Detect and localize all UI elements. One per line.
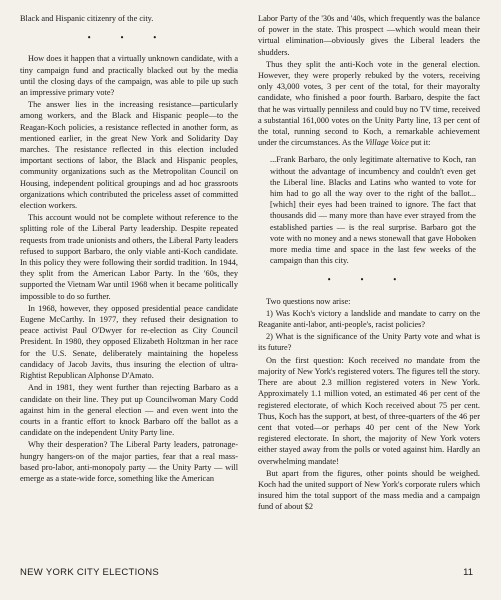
emphasis: no	[403, 355, 412, 365]
paragraph: 1) Was Koch's victory a landslide and mandate to carry on the Reaganite anti-labor, anti-people's, racist policies?	[258, 308, 480, 330]
paragraph: This account would not be complete without reference to the splitting role of the Liberal Party leadership. Despite repeated requests from trade unionists and others, the Liberal Party leaders refused to support Barbaro, the only viable anti-Koch candidate. In this policy they were following their sordid tradition. In 1944, they split from the American Labor Party. In the '60s, they supported the Vietnam War until 1968 when it became politically impossible to do so further.	[20, 213, 238, 301]
paragraph: How does it happen that a virtually unknown candidate, with a tiny campaign fund and practically blacked out by the media until the closing days of the campaign, was able to pile up such an impressive primary vote?	[20, 54, 238, 98]
paragraph	[258, 59, 480, 149]
page-number: 11	[463, 567, 473, 578]
paragraph-text: put it:	[410, 138, 431, 148]
paragraph: And in 1981, they went further than rejecting Barbaro as a candidate on their line. They put up Councilwoman Mary Codd against him in the general election — and even went into the courts in a frantic effort to knock Barbaro off the ballot as a candidate on the independent Unity Party line.	[20, 383, 238, 438]
quote-text: ...Frank Barbaro, the only legitimate alternative to Koch, ran without the advantage of incumbency and couldn't even get the Liberal line. Blacks and Latins who wanted to vote for him had to go all the way over to the right of the ballot...[which] their eyes had been trained to ignore. The fact that thousands did — many more than have ever strayed from the established parties — is the real surprise. Barbaro got the vote with no money and a news stonewall that gave Hoboken more media time and space in the last few weeks of the campaign than this city.	[270, 155, 476, 266]
block-quote	[270, 154, 476, 266]
paragraph: The answer lies in the increasing resistance—particularly among workers, and the Black and Hispanic people—to the Reagan-Koch policies, a resistance reflected in another form, as mentioned earlier, in the great New York and Solidarity Day marches. The resistance reflected in this election included important sections of labor, the Black and Hispanic peoples, community organizations such as the Metropolitan Council on Housing, independent political groupings and ad hoc grassroots organizations which contributed the priceless asset of committed election workers.	[20, 100, 238, 211]
paragraph-text: mandate from the majority of New York's registered voters. The figures tell the story. There are about 2.3 million registered voters in New York. Approximately 1.1 million voted, an estimated 46 per cent of the registered electorate, of which Koch received about 75 per cent. Thus, Koch has the support, at best, of three-quarters of the 46 per cent that voted—or perhaps 40 per cent of the New York registered electorate. In short, the majority of New York voters either stayed away from the polls or voted against him. Hardly an overwhelming mandate!	[258, 355, 480, 466]
paragraph: 2) What is the significance of the Unity Party vote and what is its future?	[258, 332, 480, 353]
right-column	[258, 13, 480, 514]
section-divider: • • •	[87, 33, 171, 43]
paragraph-text: Thus they split the anti-Koch vote in the general election. However, they were properly rebuked by the voters, receiving only 43,000 votes, 3 per cent of the total, for their mayoralty candidate, who finished a poor fourth. Barbaro, despite the fact that he was virtually penniless and could buy no TV time, received a substantial 161,000 votes on the Unity Party line, 13 per cent of the total, running second to Koch, a remarkable achievement under the circumstances. As the	[258, 59, 480, 148]
paragraph: Labor Party of the '30s and '40s, which frequently was the balance of power in the state. This prospect —which would mean their virtual elimination—obviously gives the Liberal leaders the shudders.	[258, 14, 480, 57]
paragraph: Black and Hispanic citizenry of the city.	[20, 14, 154, 23]
paragraph: Two questions now arise:	[266, 296, 351, 306]
paragraph: Why their desperation? The Liberal Party leaders, patronage-hungry hangers-on of the major parties, fear that a real mass-based pro-labor, anti-monopoly party — the Unity Party — will emerge as a state-wide force, something like the American	[20, 440, 238, 483]
running-footer-title: NEW YORK CITY ELECTIONS	[20, 567, 160, 578]
paragraph	[258, 355, 480, 467]
paragraph: But apart from the figures, other points should be weighed. Koch had the united support of New York's corporate rulers which insured him the total support of the mass media and a campaign fund of about $2	[258, 468, 480, 512]
section-divider: • • •	[327, 275, 411, 285]
paragraph: In 1968, however, they opposed presidential peace candidate Eugene McCarthy. In 1977, they refused their designation to peace activist Paul O'Dwyer for re-election as City Council President. In 1980, they opposed Elizabeth Holtzman in her race for the U.S. Senate, deliberately maintaining the hopeless candidacy of Jacob Javits, thus insuring the election of ultra-Rightist Republican Alphonse D'Amato.	[20, 303, 238, 381]
publication-title: Village Voice	[365, 138, 409, 148]
left-column	[20, 13, 238, 485]
paragraph-text: On the first question: Koch received	[266, 355, 400, 365]
